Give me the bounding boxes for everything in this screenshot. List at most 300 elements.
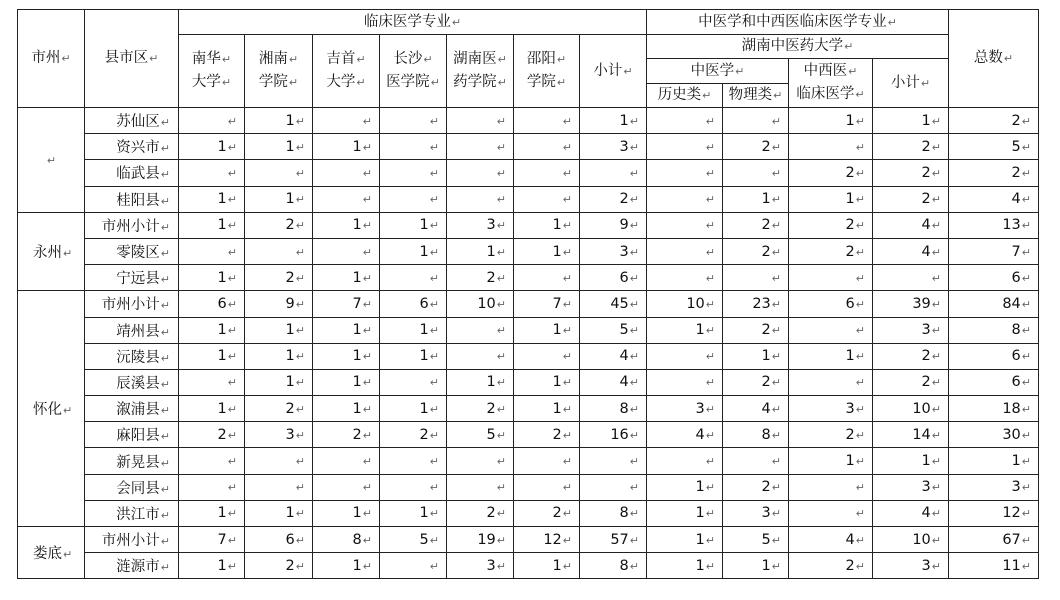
value-cell: 1↵ <box>514 369 580 395</box>
county-cell: 市州小计↵ <box>85 291 179 317</box>
paragraph-mark-icon: ↵ <box>1021 402 1031 416</box>
value-cell: 2↵ <box>313 422 380 448</box>
paragraph-mark-icon: ↵ <box>855 324 865 338</box>
value-cell: 8↵ <box>580 553 647 579</box>
value-cell <box>245 160 313 186</box>
paragraph-mark-icon: ↵ <box>288 76 299 89</box>
value-cell: 14↵ <box>873 422 949 448</box>
paragraph-mark-icon: ↵ <box>356 53 366 66</box>
paragraph-mark-icon: ↵ <box>1021 428 1031 442</box>
value-cell: 2↵ <box>245 396 313 422</box>
header-school-4: 湖南医↵ 药学院↵ <box>447 35 514 108</box>
header-school-1: 湘南↵ 学院↵ <box>245 35 313 108</box>
paragraph-mark-icon: ↵ <box>295 481 305 495</box>
value-cell: 4↵ <box>580 369 647 395</box>
value-cell <box>514 108 580 134</box>
value-cell <box>580 160 647 186</box>
paragraph-mark-icon: ↵ <box>771 166 781 180</box>
paragraph-mark-icon: ↵ <box>771 140 781 154</box>
paragraph-mark-icon: ↵ <box>931 219 941 233</box>
paragraph-mark-icon: ↵ <box>429 481 439 495</box>
paragraph-mark-icon: ↵ <box>931 533 941 547</box>
value-cell <box>313 474 380 500</box>
paragraph-mark-icon: ↵ <box>295 455 305 469</box>
paragraph-mark-icon: ↵ <box>931 297 941 311</box>
paragraph-mark-icon: ↵ <box>771 428 781 442</box>
paragraph-mark-icon: ↵ <box>429 193 439 207</box>
paragraph-mark-icon: ↵ <box>356 76 366 89</box>
paragraph-mark-icon: ↵ <box>931 376 941 390</box>
value-cell: 1↵ <box>313 500 380 526</box>
paragraph-mark-icon: ↵ <box>771 559 781 573</box>
county-cell: 零陵区↵ <box>85 238 179 264</box>
value-cell: 2↵ <box>723 134 789 160</box>
value-cell <box>179 108 245 134</box>
value-cell: 2↵ <box>179 422 245 448</box>
value-cell: 8↵ <box>949 317 1039 343</box>
paragraph-mark-icon: ↵ <box>295 245 305 259</box>
value-cell <box>313 238 380 264</box>
paragraph-mark-icon: ↵ <box>46 153 57 167</box>
value-cell <box>313 160 380 186</box>
paragraph-mark-icon: ↵ <box>227 350 237 364</box>
value-cell <box>447 474 514 500</box>
value-cell <box>647 238 723 264</box>
paragraph-mark-icon: ↵ <box>562 219 572 233</box>
table-row <box>18 396 1039 422</box>
value-cell: 12↵ <box>949 500 1039 526</box>
paragraph-mark-icon: ↵ <box>496 559 506 573</box>
value-cell <box>723 448 789 474</box>
paragraph-mark-icon: ↵ <box>295 533 305 547</box>
paragraph-mark-icon: ↵ <box>63 548 73 562</box>
county-cell: 辰溪县↵ <box>85 369 179 395</box>
value-cell <box>580 474 647 500</box>
value-cell: 2↵ <box>789 212 873 238</box>
value-cell: 2↵ <box>723 317 789 343</box>
value-cell: 1↵ <box>245 134 313 160</box>
paragraph-mark-icon: ↵ <box>562 245 572 259</box>
value-cell: 7↵ <box>179 527 245 553</box>
paragraph-mark-icon: ↵ <box>562 481 572 495</box>
paragraph-mark-icon: ↵ <box>629 193 639 207</box>
paragraph-mark-icon: ↵ <box>160 430 170 444</box>
paragraph-mark-icon: ↵ <box>227 402 237 416</box>
value-cell: 12↵ <box>514 527 580 553</box>
value-cell: 5↵ <box>723 527 789 553</box>
value-cell: 1↵ <box>789 343 873 369</box>
paragraph-mark-icon: ↵ <box>295 428 305 442</box>
county-cell: 涟源市↵ <box>85 553 179 579</box>
value-cell: 6↵ <box>179 291 245 317</box>
paragraph-mark-icon: ↵ <box>496 350 506 364</box>
value-cell: 1↵ <box>245 369 313 395</box>
paragraph-mark-icon: ↵ <box>429 245 439 259</box>
value-cell: 1↵ <box>789 108 873 134</box>
value-cell: 1↵ <box>873 448 949 474</box>
paragraph-mark-icon: ↵ <box>705 114 715 128</box>
paragraph-mark-icon: ↵ <box>149 52 159 65</box>
table-header <box>18 10 1039 108</box>
value-cell: 2↵ <box>949 160 1039 186</box>
value-cell: 45↵ <box>580 291 647 317</box>
paragraph-mark-icon: ↵ <box>160 116 170 130</box>
value-cell: 1↵ <box>380 212 447 238</box>
paragraph-mark-icon: ↵ <box>771 402 781 416</box>
county-cell: 桂阳县↵ <box>85 186 179 212</box>
paragraph-mark-icon: ↵ <box>1021 219 1031 233</box>
value-cell: 2↵ <box>723 369 789 395</box>
value-cell: 57↵ <box>580 527 647 553</box>
value-cell: 2↵ <box>580 186 647 212</box>
paragraph-mark-icon: ↵ <box>362 455 372 469</box>
paragraph-mark-icon: ↵ <box>771 376 781 390</box>
paragraph-mark-icon: ↵ <box>1021 376 1031 390</box>
county-cell: 会同县↵ <box>85 474 179 500</box>
paragraph-mark-icon: ↵ <box>221 53 232 66</box>
paragraph-mark-icon: ↵ <box>160 535 170 549</box>
paragraph-mark-icon: ↵ <box>771 297 781 311</box>
value-cell: 13↵ <box>949 212 1039 238</box>
value-cell: 8↵ <box>580 396 647 422</box>
paragraph-mark-icon: ↵ <box>160 220 170 234</box>
value-cell: 2↵ <box>873 134 949 160</box>
value-cell: 2↵ <box>789 422 873 448</box>
paragraph-mark-icon: ↵ <box>295 140 305 154</box>
value-cell: 9↵ <box>580 212 647 238</box>
paragraph-mark-icon: ↵ <box>562 428 572 442</box>
paragraph-mark-icon: ↵ <box>1021 481 1031 495</box>
value-cell: 8↵ <box>313 527 380 553</box>
table-row <box>18 186 1039 212</box>
value-cell: 1↵ <box>580 108 647 134</box>
table-row <box>18 500 1039 526</box>
value-cell: 2↵ <box>789 238 873 264</box>
paragraph-mark-icon: ↵ <box>629 271 639 285</box>
table-row <box>18 317 1039 343</box>
paragraph-mark-icon: ↵ <box>629 402 639 416</box>
table-row <box>18 422 1039 448</box>
value-cell: 39↵ <box>873 291 949 317</box>
paragraph-mark-icon: ↵ <box>362 507 372 521</box>
value-cell: 1↵ <box>313 317 380 343</box>
value-cell: 9↵ <box>245 291 313 317</box>
paragraph-mark-icon: ↵ <box>629 533 639 547</box>
header-tcm: 中医学↵ <box>647 59 789 84</box>
value-cell: 1↵ <box>380 343 447 369</box>
value-cell <box>380 160 447 186</box>
paragraph-mark-icon: ↵ <box>771 455 781 469</box>
paragraph-mark-icon: ↵ <box>1021 245 1031 259</box>
value-cell <box>647 369 723 395</box>
paragraph-mark-icon: ↵ <box>160 377 170 391</box>
paragraph-mark-icon: ↵ <box>771 350 781 364</box>
paragraph-mark-icon: ↵ <box>496 428 506 442</box>
paragraph-mark-icon: ↵ <box>1021 297 1031 311</box>
value-cell <box>789 134 873 160</box>
value-cell <box>447 448 514 474</box>
paragraph-mark-icon: ↵ <box>429 402 439 416</box>
paragraph-mark-icon: ↵ <box>855 428 865 442</box>
value-cell <box>647 108 723 134</box>
paragraph-mark-icon: ↵ <box>295 350 305 364</box>
value-cell: 1↵ <box>179 265 245 291</box>
paragraph-mark-icon: ↵ <box>227 245 237 259</box>
value-cell: 1↵ <box>245 317 313 343</box>
value-cell: 2↵ <box>380 422 447 448</box>
county-cell: 靖州县↵ <box>85 317 179 343</box>
value-cell: 1↵ <box>380 317 447 343</box>
paragraph-mark-icon: ↵ <box>705 533 715 547</box>
paragraph-mark-icon: ↵ <box>1021 166 1031 180</box>
value-cell <box>789 265 873 291</box>
value-cell: 4↵ <box>949 186 1039 212</box>
paragraph-mark-icon: ↵ <box>496 324 506 338</box>
paragraph-mark-icon: ↵ <box>496 455 506 469</box>
value-cell <box>447 108 514 134</box>
value-cell: 18↵ <box>949 396 1039 422</box>
paragraph-mark-icon: ↵ <box>362 559 372 573</box>
value-cell: 1↵ <box>179 553 245 579</box>
value-cell: 5↵ <box>380 527 447 553</box>
paragraph-mark-icon: ↵ <box>705 219 715 233</box>
table-body <box>18 108 1039 579</box>
paragraph-mark-icon: ↵ <box>855 88 865 101</box>
paragraph-mark-icon: ↵ <box>855 297 865 311</box>
value-cell <box>380 186 447 212</box>
value-cell: 1↵ <box>313 343 380 369</box>
value-cell: 6↵ <box>245 527 313 553</box>
value-cell: 2↵ <box>447 265 514 291</box>
paragraph-mark-icon: ↵ <box>1021 114 1031 128</box>
value-cell: 1↵ <box>313 396 380 422</box>
value-cell <box>647 134 723 160</box>
paragraph-mark-icon: ↵ <box>705 193 715 207</box>
paragraph-mark-icon: ↵ <box>362 245 372 259</box>
paragraph-mark-icon: ↵ <box>1021 324 1031 338</box>
value-cell: 6↵ <box>949 265 1039 291</box>
table-row <box>18 108 1039 134</box>
value-cell: 2↵ <box>789 553 873 579</box>
value-cell: 4↵ <box>580 343 647 369</box>
value-cell: 1↵ <box>723 186 789 212</box>
value-cell: 3↵ <box>447 553 514 579</box>
value-cell: 23↵ <box>723 291 789 317</box>
paragraph-mark-icon: ↵ <box>227 193 237 207</box>
value-cell: 1↵ <box>647 500 723 526</box>
value-cell: 4↵ <box>873 500 949 526</box>
paragraph-mark-icon: ↵ <box>705 507 715 521</box>
value-cell: 3↵ <box>447 212 514 238</box>
value-cell: 3↵ <box>949 474 1039 500</box>
paragraph-mark-icon: ↵ <box>496 140 506 154</box>
county-cell: 洪江市↵ <box>85 500 179 526</box>
value-cell: 2↵ <box>789 160 873 186</box>
paragraph-mark-icon: ↵ <box>931 271 941 285</box>
value-cell: 2↵ <box>723 238 789 264</box>
paragraph-mark-icon: ↵ <box>160 404 170 418</box>
value-cell: 1↵ <box>514 212 580 238</box>
paragraph-mark-icon: ↵ <box>855 219 865 233</box>
paragraph-mark-icon: ↵ <box>773 89 783 102</box>
paragraph-mark-icon: ↵ <box>705 481 715 495</box>
value-cell: 1↵ <box>380 500 447 526</box>
header-school-5: 邵阳↵ 学院↵ <box>514 35 580 108</box>
paragraph-mark-icon: ↵ <box>562 376 572 390</box>
paragraph-mark-icon: ↵ <box>227 166 237 180</box>
paragraph-mark-icon: ↵ <box>629 507 639 521</box>
paragraph-mark-icon: ↵ <box>920 76 931 90</box>
value-cell: 1↵ <box>313 553 380 579</box>
paragraph-mark-icon: ↵ <box>362 297 372 311</box>
county-cell: 资兴市↵ <box>85 134 179 160</box>
paragraph-mark-icon: ↵ <box>855 481 865 495</box>
paragraph-mark-icon: ↵ <box>227 140 237 154</box>
value-cell: 2↵ <box>873 160 949 186</box>
paragraph-mark-icon: ↵ <box>496 219 506 233</box>
value-cell <box>514 160 580 186</box>
paragraph-mark-icon: ↵ <box>705 559 715 573</box>
city-cell: 娄底↵ <box>18 527 85 579</box>
value-cell: 2↵ <box>723 474 789 500</box>
paragraph-mark-icon: ↵ <box>160 325 170 339</box>
value-cell <box>647 265 723 291</box>
paragraph-mark-icon: ↵ <box>160 508 170 522</box>
value-cell <box>789 317 873 343</box>
paragraph-mark-icon: ↵ <box>160 482 170 496</box>
paragraph-mark-icon: ↵ <box>562 350 572 364</box>
value-cell: 3↵ <box>789 396 873 422</box>
paragraph-mark-icon: ↵ <box>227 455 237 469</box>
value-cell <box>514 474 580 500</box>
paragraph-mark-icon: ↵ <box>771 245 781 259</box>
paragraph-mark-icon: ↵ <box>562 297 572 311</box>
paragraph-mark-icon: ↵ <box>562 324 572 338</box>
paragraph-mark-icon: ↵ <box>1021 350 1031 364</box>
header-school-0: 南华↵ 大学↵ <box>179 35 245 108</box>
paragraph-mark-icon: ↵ <box>295 559 305 573</box>
paragraph-mark-icon: ↵ <box>931 140 941 154</box>
paragraph-mark-icon: ↵ <box>848 65 858 78</box>
value-cell: 7↵ <box>514 291 580 317</box>
value-cell: 1↵ <box>514 396 580 422</box>
paragraph-mark-icon: ↵ <box>362 481 372 495</box>
value-cell: 1↵ <box>313 265 380 291</box>
paragraph-mark-icon: ↵ <box>61 52 71 65</box>
paragraph-mark-icon: ↵ <box>496 402 506 416</box>
value-cell <box>380 108 447 134</box>
value-cell: 7↵ <box>313 291 380 317</box>
paragraph-mark-icon: ↵ <box>288 53 299 66</box>
value-cell: 2↵ <box>245 212 313 238</box>
paragraph-mark-icon: ↵ <box>362 533 372 547</box>
paragraph-mark-icon: ↵ <box>705 428 715 442</box>
paragraph-mark-icon: ↵ <box>496 271 506 285</box>
value-cell: 1↵ <box>514 238 580 264</box>
value-cell <box>245 448 313 474</box>
paragraph-mark-icon: ↵ <box>931 193 941 207</box>
value-cell <box>380 265 447 291</box>
paragraph-mark-icon: ↵ <box>362 402 372 416</box>
value-cell: 1↵ <box>179 343 245 369</box>
value-cell: 1↵ <box>514 317 580 343</box>
paragraph-mark-icon: ↵ <box>362 193 372 207</box>
paragraph-mark-icon: ↵ <box>429 114 439 128</box>
value-cell: 67↵ <box>949 527 1039 553</box>
paragraph-mark-icon: ↵ <box>429 271 439 285</box>
value-cell <box>380 448 447 474</box>
value-cell <box>179 448 245 474</box>
header-county: 县市区↵ <box>85 10 179 108</box>
value-cell <box>647 186 723 212</box>
value-cell: 10↵ <box>873 527 949 553</box>
header-tcm-major: 中医学和中西医临床医学专业↵ <box>647 10 949 35</box>
paragraph-mark-icon: ↵ <box>227 376 237 390</box>
paragraph-mark-icon: ↵ <box>160 273 170 287</box>
value-cell: 6↵ <box>380 291 447 317</box>
value-cell: 1↵ <box>179 186 245 212</box>
paragraph-mark-icon: ↵ <box>295 271 305 285</box>
value-cell: 4↵ <box>789 527 873 553</box>
value-cell <box>245 474 313 500</box>
paragraph-mark-icon: ↵ <box>931 559 941 573</box>
paragraph-mark-icon: ↵ <box>160 142 170 156</box>
value-cell <box>179 160 245 186</box>
value-cell <box>647 212 723 238</box>
value-cell: 1↵ <box>514 553 580 579</box>
value-cell: 4↵ <box>873 212 949 238</box>
value-cell: 4↵ <box>723 396 789 422</box>
paragraph-mark-icon: ↵ <box>855 140 865 154</box>
paragraph-mark-icon: ↵ <box>160 194 170 208</box>
paragraph-mark-icon: ↵ <box>629 114 639 128</box>
value-cell: 1↵ <box>245 343 313 369</box>
value-cell: 4↵ <box>647 422 723 448</box>
paragraph-mark-icon: ↵ <box>497 76 507 89</box>
value-cell <box>723 108 789 134</box>
value-cell: 1↵ <box>647 317 723 343</box>
paragraph-mark-icon: ↵ <box>160 168 170 182</box>
value-cell: 1↵ <box>949 448 1039 474</box>
paragraph-mark-icon: ↵ <box>362 324 372 338</box>
paragraph-mark-icon: ↵ <box>771 507 781 521</box>
value-cell: 2↵ <box>514 500 580 526</box>
paragraph-mark-icon: ↵ <box>562 193 572 207</box>
header-clinical-major: 临床医学专业↵ <box>179 10 647 35</box>
paragraph-mark-icon: ↵ <box>227 297 237 311</box>
value-cell: 2↵ <box>873 369 949 395</box>
paragraph-mark-icon: ↵ <box>855 402 865 416</box>
paragraph-mark-icon: ↵ <box>556 53 567 66</box>
value-cell: 1↵ <box>789 186 873 212</box>
value-cell: 10↵ <box>873 396 949 422</box>
paragraph-mark-icon: ↵ <box>771 193 781 207</box>
paragraph-mark-icon: ↵ <box>705 166 715 180</box>
header-subtotal: 小计↵ <box>580 35 647 108</box>
paragraph-mark-icon: ↵ <box>855 533 865 547</box>
city-cell: 永州↵ <box>18 212 85 291</box>
value-cell: 1↵ <box>179 317 245 343</box>
value-cell: 3↵ <box>580 134 647 160</box>
paragraph-mark-icon: ↵ <box>160 247 170 261</box>
header-integrated: 中西医↵ 临床医学↵ <box>789 59 873 108</box>
value-cell: 6↵ <box>949 369 1039 395</box>
paragraph-mark-icon: ↵ <box>160 561 170 575</box>
paragraph-mark-icon: ↵ <box>1003 52 1014 65</box>
paragraph-mark-icon: ↵ <box>855 559 865 573</box>
paragraph-mark-icon: ↵ <box>771 533 781 547</box>
paragraph-mark-icon: ↵ <box>295 376 305 390</box>
